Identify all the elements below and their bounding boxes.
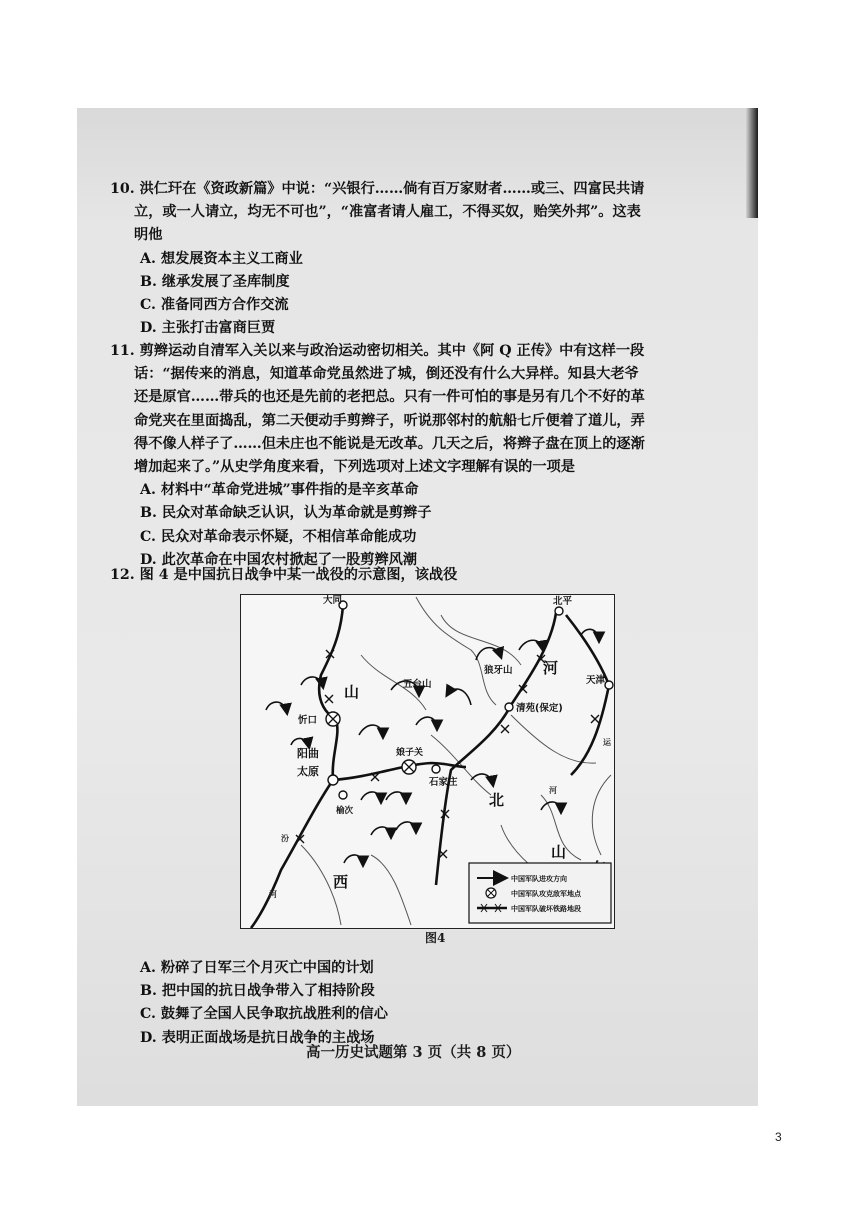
region-xi: 西 bbox=[333, 873, 349, 891]
q11-option-d: D. 此次革命在中国农村掀起了一股剪辫风潮 bbox=[140, 551, 418, 568]
q12-option-b: B. 把中国的抗日战争带入了相持阶段 bbox=[140, 983, 375, 1000]
q11-stem-line-4: 命党夹在里面捣乱，第二天便动手剪辫子，听说那邻村的航船七斤便着了道儿，弄 bbox=[134, 412, 645, 429]
canal-he: 河 bbox=[549, 786, 557, 795]
river-fen: 汾 bbox=[281, 834, 289, 843]
label-wutaishan: 五台山 bbox=[403, 679, 432, 690]
map-legend bbox=[469, 863, 611, 923]
q11-stem-line-1: 11. 剪辫运动自清军入关以来与政治运动密切相关。其中《阿 Q 正传》中有这样一段 bbox=[110, 343, 645, 359]
label-qingyuan: 清苑(保定) bbox=[516, 703, 563, 714]
q11-stem-line-6: 增加起来了。”从史学角度来看，下列选项对上述文字理解有误的一项是 bbox=[134, 459, 575, 476]
q10-stem-line-3: 明他 bbox=[134, 227, 163, 244]
question-11 bbox=[110, 340, 725, 572]
label-niangziguan: 娘子关 bbox=[396, 748, 424, 758]
q12-option-c: C. 鼓舞了全国人民争取抗战胜利的信心 bbox=[140, 1006, 388, 1023]
q10-option-c: C. 准备同西方合作交流 bbox=[140, 297, 289, 314]
q11-option-a: A. 材料中“革命党进城”事件指的是辛亥革命 bbox=[140, 482, 419, 499]
label-xinkou: 忻口 bbox=[298, 715, 318, 726]
label-beiping: 北平 bbox=[553, 596, 573, 607]
q10-option-b: B. 继承发展了圣库制度 bbox=[140, 273, 290, 290]
battle-map bbox=[241, 595, 614, 928]
rail-damage-marks bbox=[296, 650, 599, 858]
page-footer: 高一历史试题第 3 页（共 8 页） bbox=[306, 1044, 521, 1061]
q11-stem-line-2: 话：“据传来的消息，知道革命党虽然进了城，倒还没有什么大异样。知县大老爷 bbox=[134, 366, 639, 383]
q11-stem-line-5: 得不像人样子了……但未庄也不能说是无改革。几天之后，将辫子盘在顶上的逐渐 bbox=[134, 435, 645, 452]
label-yuci: 榆次 bbox=[336, 806, 354, 816]
battle-map-figure bbox=[240, 594, 615, 929]
label-taiyuan: 太原 bbox=[297, 765, 319, 778]
river-he: 河 bbox=[269, 890, 277, 899]
region-bei: 北 bbox=[489, 791, 505, 809]
region-shan-2: 山 bbox=[551, 843, 567, 861]
legend-captured-location: 中国军队攻克敌军地点 bbox=[511, 890, 581, 898]
region-he: 河 bbox=[543, 659, 559, 677]
q10-option-d: D. 主张打击富商巨贾 bbox=[140, 320, 276, 337]
region-shan: 山 bbox=[344, 683, 360, 701]
question-12-options bbox=[110, 957, 725, 1050]
captured-location-markers bbox=[328, 714, 414, 772]
map-caption: 图4 bbox=[425, 931, 446, 945]
page-number: 3 bbox=[775, 1130, 782, 1144]
legend-attack-direction: 中国军队进攻方向 bbox=[511, 875, 567, 883]
scanned-page bbox=[77, 108, 758, 1106]
q10-stem-line-1: 10. 洪仁玕在《资政新篇》中说：“兴银行……倘有百万家财者……或三、四富民共请 bbox=[110, 181, 645, 197]
q11-option-b: B. 民众对革命缺乏认识，认为革命就是剪辫子 bbox=[140, 505, 432, 522]
q12-stem-text: 12. 图 4 是中国抗日战争中某一战役的示意图，该战役 bbox=[110, 567, 458, 583]
label-yangqu: 阳曲 bbox=[297, 747, 319, 760]
question-12-stem bbox=[110, 564, 725, 587]
label-langyashan: 狼牙山 bbox=[484, 665, 513, 676]
label-shijiazhuang: 石家庄 bbox=[429, 777, 458, 788]
question-10 bbox=[110, 178, 725, 340]
q12-option-a: A. 粉碎了日军三个月灭亡中国的计划 bbox=[140, 960, 374, 976]
place-labels bbox=[297, 595, 606, 816]
legend-destroyed-railway: 中国军队破坏铁路地段 bbox=[511, 905, 581, 913]
q10-option-a: A. 想发展资本主义工商业 bbox=[140, 250, 303, 267]
q11-option-c: C. 民众对革命表示怀疑，不相信革命能成功 bbox=[140, 528, 417, 545]
q10-stem-line-2: 立，或一人请立，均无不可也”，“准富者请人雇工，不得买奴，贻笑外邦”。这表 bbox=[134, 204, 641, 221]
label-datong: 大同 bbox=[323, 595, 343, 606]
label-tianjin: 天津 bbox=[586, 675, 606, 686]
canal-yun: 运 bbox=[603, 738, 611, 747]
q11-stem-line-3: 还是原官……带兵的也还是先前的老把总。只有一件可怕的事是另有几个不好的革 bbox=[134, 389, 645, 406]
q12-option-d: D. 表明正面战场是抗日战争的主战场 bbox=[140, 1029, 375, 1046]
